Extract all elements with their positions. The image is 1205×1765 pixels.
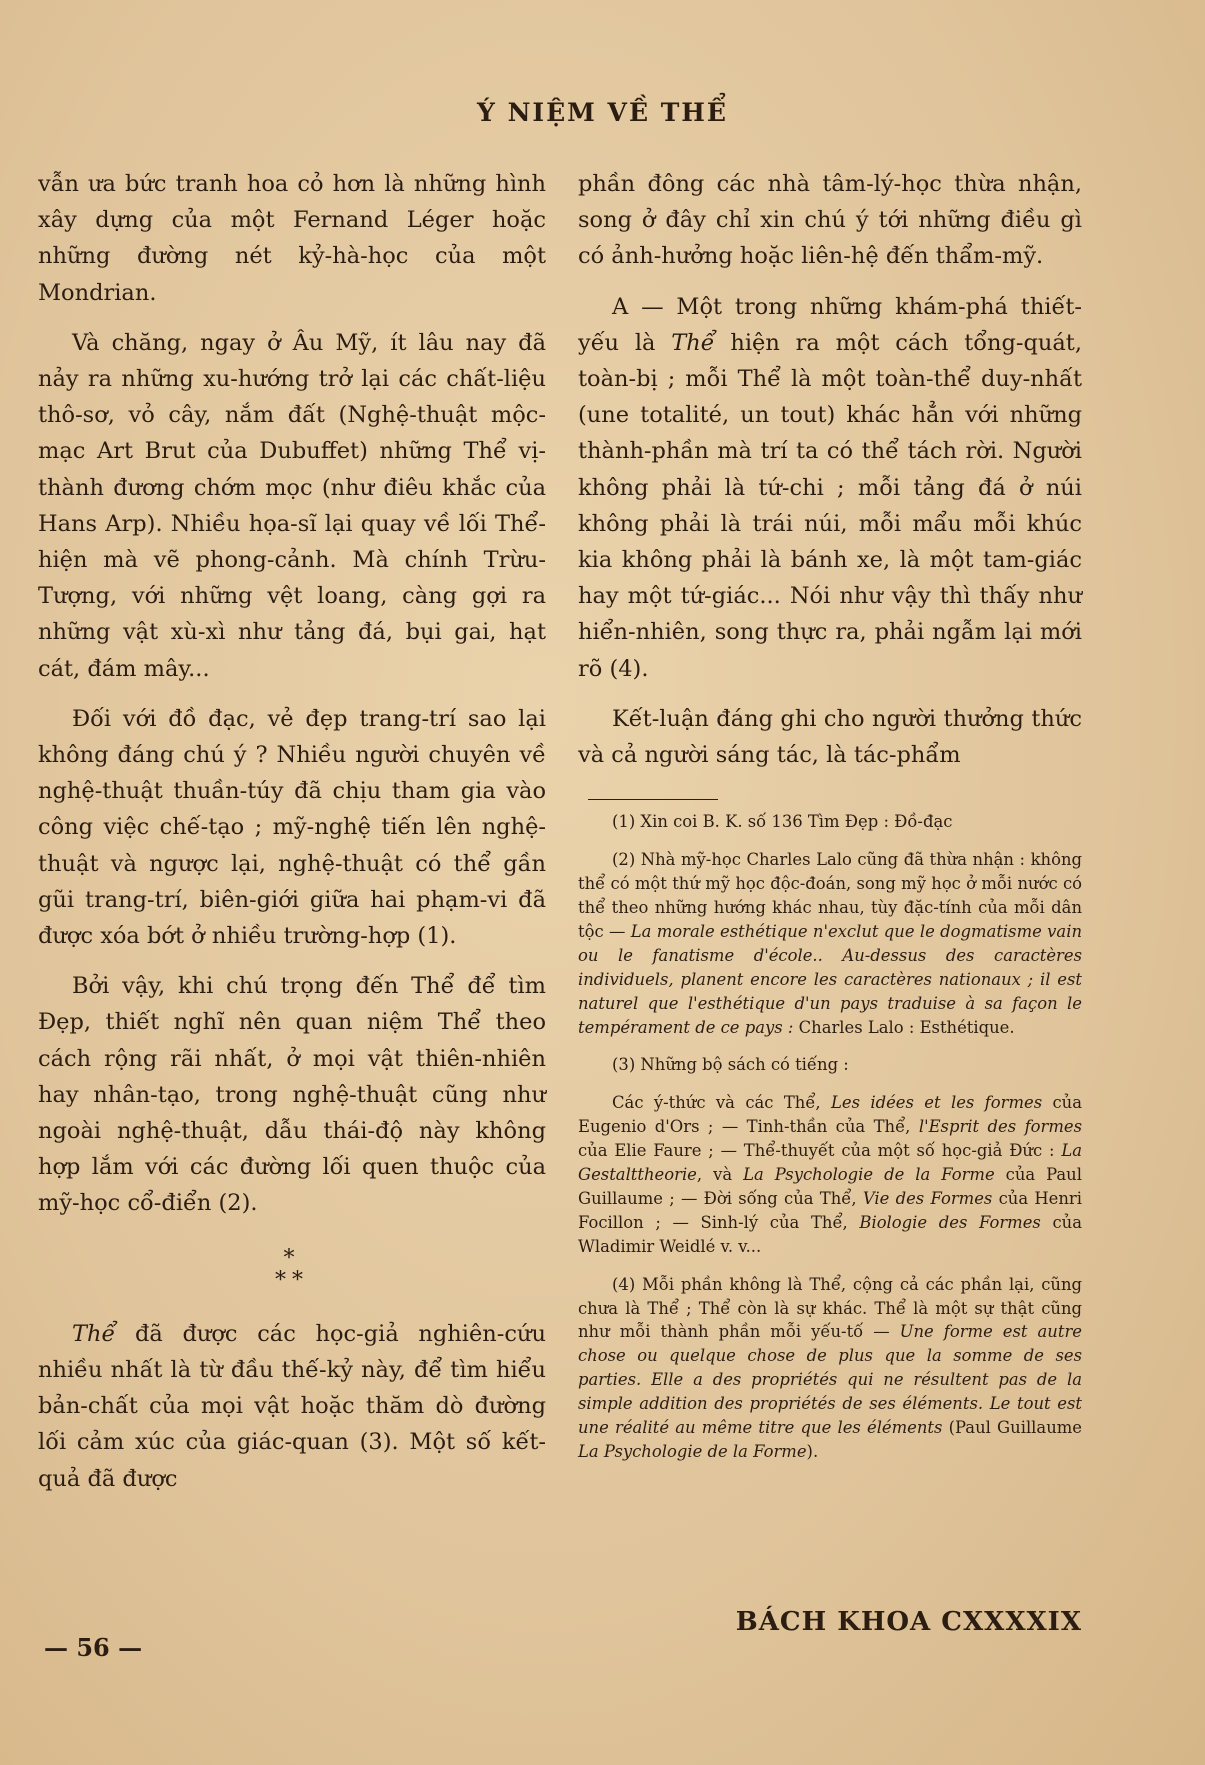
footnote-divider	[588, 799, 718, 800]
book-title: La Gestalttheorie	[578, 1141, 1082, 1185]
footnote-quote: La morale esthétique n'exclut que le dogmatisme vain ou le fanatisme d'école.. Au-dessus des caractères individuels, planent encore les caractères nationaux ; il est naturel que l'esthétique d'un pays traduise à sa façon le tempérament de ce pays :	[578, 921, 1083, 1037]
footnote-quote: Une forme est autre chose ou quelque chose de plus que la somme de ses parties. Elle a des propriétés qui ne résultent pas de la simple addition des propriétés de ses éléments. Le tout est une réalité au même titre que les éléments	[578, 1322, 1082, 1438]
paragraph: phần đông các nhà tâm-lý-học thừa nhận, song ở đây chỉ xin chú ý tới những điều gì có ảnh-hưởng hoặc liên-hệ đến thẩm-mỹ.	[578, 171, 1082, 270]
book-title: La Psychologie de la Forme	[743, 1165, 995, 1185]
paragraph	[578, 289, 1082, 687]
footnote-text: (4) Mỗi phần không là Thể, cộng cả các phần lại, cũng chưa là Thể ; Thể còn là sự khác. Thể là một sự thật cũng như mỗi thành phần mỗi yếu-tố —	[578, 1274, 1082, 1342]
footnote-text: , và	[696, 1165, 744, 1185]
footnote-text: của Henri Focillon ; — Sinh-lý của Thể,	[578, 1188, 1082, 1232]
paragraph: Bởi vậy, khi chú trọng đến Thể để tìm Đẹp, thiết nghĩ nên quan niệm Thể theo cách rộng rãi nhất, ở mọi vật thiên-nhiên hay nhân-tạo, trong nghệ-thuật cũng như ngoài nghệ-thuật, dẫu thái-độ này không hợp lắm với các đường lối quen thuộc của mỹ-học cổ-điển (2).	[38, 973, 546, 1217]
paragraph	[38, 1316, 546, 1497]
paragraph-text: đã được các học-giả nghiên-cứu nhiều nhất là từ đầu thế-kỷ này, để tìm hiểu bản-chất của mọi vật hoặc thăm dò đường lối cảm xúc của giác-quan (3). Một số kết-quả đã được	[38, 1320, 546, 1492]
footnote-text: của Paul Guillaume ; — Đời sống của Thể,	[578, 1165, 1082, 1208]
paragraph: Đối với đồ đạc, vẻ đẹp trang-trí sao lại không đáng chú ý ? Nhiều người chuyên về nghệ-thuật thuần-túy đã chịu tham gia vào công việc chế-tạo ; mỹ-nghệ tiến lên nghệ-thuật và ngược lại, nghệ-thuật có thể gần gũi trang-trí, biên-giới giữa hai phạm-vi đã được xóa bớt ở nhiều trường-hợp (1).	[38, 705, 546, 950]
footnote-text: (Paul Guillaume	[942, 1418, 1082, 1438]
footnote-3-heading: (3) Những bộ sách có tiếng :	[612, 1055, 849, 1075]
magazine-name: BÁCH KHOA CXXXXIX	[735, 1607, 1082, 1637]
book-title: Vie des Formes	[862, 1188, 993, 1208]
footnote-text: ).	[806, 1442, 819, 1461]
section-separator	[38, 1245, 546, 1293]
separator-star: *	[283, 1245, 301, 1271]
footnote-3	[578, 1091, 1082, 1258]
footnote-text: của Eugenio d'Ors ; — Tinh-thần của Thể,	[578, 1093, 1082, 1137]
paragraph: Và chăng, ngay ở Âu Mỹ, ít lâu nay đã nảy ra những xu-hướng trở lại các chất-liệu thô-sơ, vỏ cây, nắm đất (Nghệ-thuật mộc-mạc Art Brut của Dubuffet) những Thể vị-thành đương chớm mọc (như điêu khắc của Hans Arp). Nhiều họa-sĩ lại quay về lối Thể-hiện mà vẽ phong-cảnh. Mà chính Trừu-Tượng, với những vệt loang, càng gợi ra những vật xù-xì như tảng đá, bụi gai, hạt cát, đám mây...	[38, 329, 546, 682]
paragraph: Kết-luận đáng ghi cho người thưởng thức và cả người sáng tác, là tác-phẩm	[578, 705, 1082, 769]
emphasized-term: Thể	[671, 329, 715, 356]
book-title: La Psychologie de la Forme	[578, 1442, 807, 1461]
left-column	[38, 166, 546, 1511]
footnote-text: của Wladimir Weidlé v. v...	[578, 1212, 1083, 1256]
paragraph-text: hiện ra một cách tổng-quát, toàn-bị ; mỗi Thể là một toàn-thể duy-nhất (une totalité, un tout) khác hẳn với những thành-phần mà trí ta có thể tách rời. Người không phải là tứ-chi ; mỗi tảng đá ở núi không phải là trái núi, mỗi mẩu mỗi khúc kia không phải là bánh xe, là một tam-giác hay một tứ-giác... Nói như vậy thì thấy như hiển-nhiên, song thực ra, phải ngẫm lại mới rõ (4).	[578, 329, 1082, 682]
paragraph: vẫn ưa bức tranh hoa cỏ hơn là những hình xây dựng của một Fernand Léger hoặc những đường nét kỷ-hà-học của một Mondrian.	[38, 171, 546, 306]
footnote-text: Charles Lalo : Esthétique.	[793, 1017, 1015, 1037]
page-number: — 56 —	[44, 1633, 143, 1662]
book-title: Les idées et les formes	[831, 1093, 1043, 1113]
footnote-text: (2) Nhà mỹ-học Charles Lalo cũng đã thừa nhận : không thể có một thứ mỹ học độc-đoán, song mỹ học ở mỗi nước có thể theo những hướng khác nhau, tùy đặc-tính của mỗi dân tộc —	[578, 850, 1082, 941]
book-title: l'Esprit des formes	[918, 1117, 1082, 1137]
footnote-text: của Elie Faure ; — Thể-thuyết của một số học-giả Đức :	[578, 1141, 1062, 1161]
emphasized-term: Thể	[72, 1320, 116, 1347]
footnote-text: Các ý-thức và các Thể,	[612, 1093, 831, 1113]
footnote-1: (1) Xin coi B. K. số 136 Tìm Đẹp : Đồ-đạc	[612, 812, 953, 832]
paragraph-text: A — Một trong những khám-phá thiết-yếu là	[578, 293, 1082, 356]
footnote-4	[578, 1273, 1082, 1464]
book-title: Biologie des Formes	[859, 1212, 1041, 1232]
footnote-2	[578, 848, 1082, 1039]
separator-stars: **	[275, 1267, 309, 1293]
running-title: Ý NIỆM VỀ THỂ	[477, 98, 728, 127]
right-column	[578, 166, 1082, 1478]
